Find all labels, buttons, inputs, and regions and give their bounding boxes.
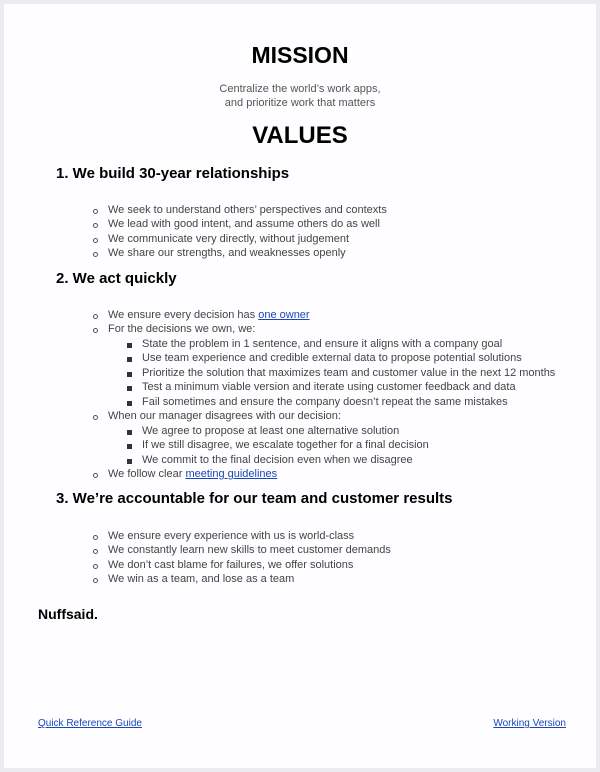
closing-statement: Nuffsaid. (38, 606, 98, 622)
circle-bullet-icon (93, 209, 98, 214)
sub-list-item: If we still disagree, we escalate together for a final decision (142, 439, 429, 451)
list-item (108, 308, 310, 323)
list-item: We ensure every experience with us is world-class (108, 530, 355, 542)
circle-bullet-icon (93, 473, 98, 478)
square-bullet-icon (127, 444, 132, 449)
circle-bullet-icon (93, 535, 98, 540)
list-item: We share our strengths, and weaknesses openly (108, 247, 346, 259)
circle-bullet-icon (93, 564, 98, 569)
list-item: We constantly learn new skills to meet customer demands (108, 544, 391, 556)
list-item-text: We follow clear (108, 468, 186, 480)
circle-bullet-icon (93, 252, 98, 257)
circle-bullet-icon (93, 578, 98, 583)
quick-reference-guide-link[interactable]: Quick Reference Guide (38, 718, 142, 729)
sub-list-item: We agree to propose at least one alternative solution (142, 425, 400, 437)
sub-list-item: Prioritize the solution that maximizes team and customer value in the next 12 months (142, 367, 556, 379)
circle-bullet-icon (93, 328, 98, 333)
list-item: We seek to understand others’ perspectives and contexts (108, 204, 387, 216)
list-item: We win as a team, and lose as a team (108, 573, 295, 585)
sub-list-item: State the problem in 1 sentence, and ensure it aligns with a company goal (142, 338, 503, 350)
list-item: When our manager disagrees with our decision: (108, 410, 341, 422)
list-item: For the decisions we own, we: (108, 323, 256, 335)
mission-statement-line-2: and prioritize work that matters (224, 97, 376, 109)
sub-list-item: Fail sometimes and ensure the company doesn’t repeat the same mistakes (142, 396, 508, 408)
square-bullet-icon (127, 343, 132, 348)
list-item: We communicate very directly, without judgement (108, 233, 350, 245)
section-heading-accountable: 3. We’re accountable for our team and customer results (56, 490, 453, 507)
circle-bullet-icon (93, 549, 98, 554)
circle-bullet-icon (93, 314, 98, 319)
square-bullet-icon (127, 357, 132, 362)
working-version-link[interactable]: Working Version (493, 718, 566, 729)
list-item: We don’t cast blame for failures, we offer solutions (108, 559, 354, 571)
square-bullet-icon (127, 459, 132, 464)
section-heading-relationships: 1. We build 30-year relationships (56, 165, 290, 182)
square-bullet-icon (127, 430, 132, 435)
list-item-text: We ensure every decision has (108, 309, 259, 321)
values-title: VALUES (252, 122, 348, 149)
mission-title: MISSION (251, 42, 349, 68)
meeting-guidelines-link[interactable]: meeting guidelines (185, 468, 278, 480)
section-heading-act-quickly: 2. We act quickly (56, 270, 177, 287)
circle-bullet-icon (93, 415, 98, 420)
sub-list-item: Test a minimum viable version and iterate using customer feedback and data (142, 381, 516, 393)
circle-bullet-icon (93, 223, 98, 228)
sub-list-item: Use team experience and credible external data to propose potential solutions (142, 352, 522, 364)
sub-list-item: We commit to the final decision even when we disagree (142, 454, 413, 466)
one-owner-link[interactable]: one owner (258, 309, 310, 321)
square-bullet-icon (127, 372, 132, 377)
list-item: We lead with good intent, and assume others do as well (108, 218, 380, 230)
mission-statement-line-1: Centralize the world’s work apps, (219, 83, 381, 95)
square-bullet-icon (127, 386, 132, 391)
circle-bullet-icon (93, 238, 98, 243)
document-page (4, 4, 596, 768)
square-bullet-icon (127, 401, 132, 406)
list-item (108, 467, 277, 482)
